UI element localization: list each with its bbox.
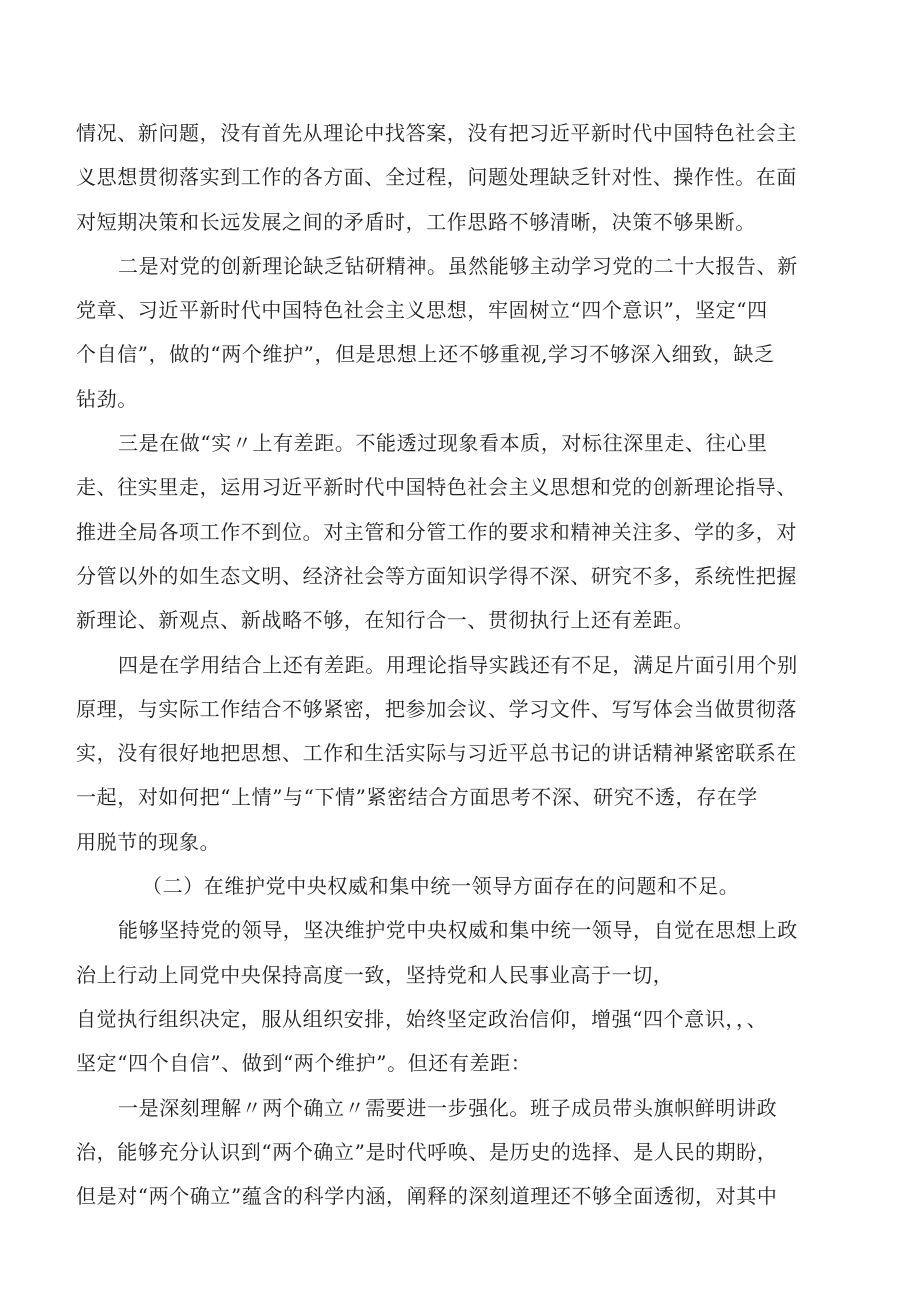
text-line: 钻劲。 xyxy=(76,386,138,411)
text-line: 走、往实里走，运用习近平新时代中国特色社会主义思想和党的创新理论指导、 xyxy=(76,475,797,500)
text-line: 治上行动上同党中央保持高度一致，坚持党和人民事业高于一切， xyxy=(76,962,674,987)
text-line: 个自信”，做的“两个维护”，但是思想上还不够重视,学习不够深入细致，缺乏 xyxy=(76,342,775,367)
text-line: 党章、习近平新时代中国特色社会主义思想，牢固树立“四个意识”，坚定“四 xyxy=(76,298,768,323)
text-line: 自觉执行组织决定，服从组织安排，始终坚定政治信仰，增强“四个意识，，、 xyxy=(76,1006,768,1031)
text-line: 实，没有很好地把思想、工作和生活实际与习近平总书记的讲话精神紧密联系在 xyxy=(76,741,797,766)
text-line: 一起，对如何把“上情”与“下情”紧密结合方面思考不深、研究不透，存在学 xyxy=(76,785,758,810)
text-line: 情况、新问题，没有首先从理论中找答案，没有把习近平新时代中国特色社会主 xyxy=(76,121,797,145)
document-body xyxy=(76,111,842,1218)
paragraph-two-start: 二是对党的创新理论缺乏钻研精神。虽然能够主动学习党的二十大报告、新 xyxy=(118,253,798,278)
text-line: 义思想贯彻落实到工作的各方面、全过程，问题处理缺乏针对性、操作性。在面 xyxy=(76,165,797,190)
text-line: 但是对“两个确立”蕴含的科学内涵，阐释的深刻道理还不够全面透彻，对其中 xyxy=(76,1184,778,1209)
text-line: 推进全局各项工作不到位。对主管和分管工作的要求和精神关注多、学的多，对 xyxy=(76,519,797,544)
text-line: 治，能够充分认识到“两个确立”是时代呼唤、是历史的选择、是人民的期盼， xyxy=(76,1139,778,1164)
section-heading: （二）在维护党中央权威和集中统一领导方面存在的问题和不足。 xyxy=(142,874,740,899)
text-line: 对短期决策和长远发展之间的矛盾时，工作思路不够清晰，决策不够果断。 xyxy=(76,209,756,234)
text-line: 新理论、新观点、新战略不够，在知行合一、贯彻执行上还有差距。 xyxy=(76,608,694,633)
text-line: 坚定“四个自信”、做到“两个维护”。但还有差距： xyxy=(76,1051,532,1076)
text-line: 分管以外的如生态文明、经济社会等方面知识学得不深、研究不多，系统性把握 xyxy=(76,563,797,588)
paragraph-section-start: 能够坚持党的领导，坚决维护党中央权威和集中统一领导，自觉在思想上政 xyxy=(118,918,798,943)
paragraph-four-start: 四是在学用结合上还有差距。用理论指导实践还有不足，满足片面引用个别 xyxy=(118,652,798,677)
paragraph-five-start: 一是深刻理解〃两个确立〃需要进一步强化。班子成员带头旗帜鲜明讲政 xyxy=(118,1095,778,1120)
paragraph-three-start: 三是在做“实〃上有差距。不能透过现象看本质，对标往深里走、往心里 xyxy=(118,431,768,456)
text-line: 原理，与实际工作结合不够紧密，把参加会议、学习文件、写写体会当做贯彻落 xyxy=(76,696,797,721)
text-line: 用脱节的现象。 xyxy=(76,829,221,854)
